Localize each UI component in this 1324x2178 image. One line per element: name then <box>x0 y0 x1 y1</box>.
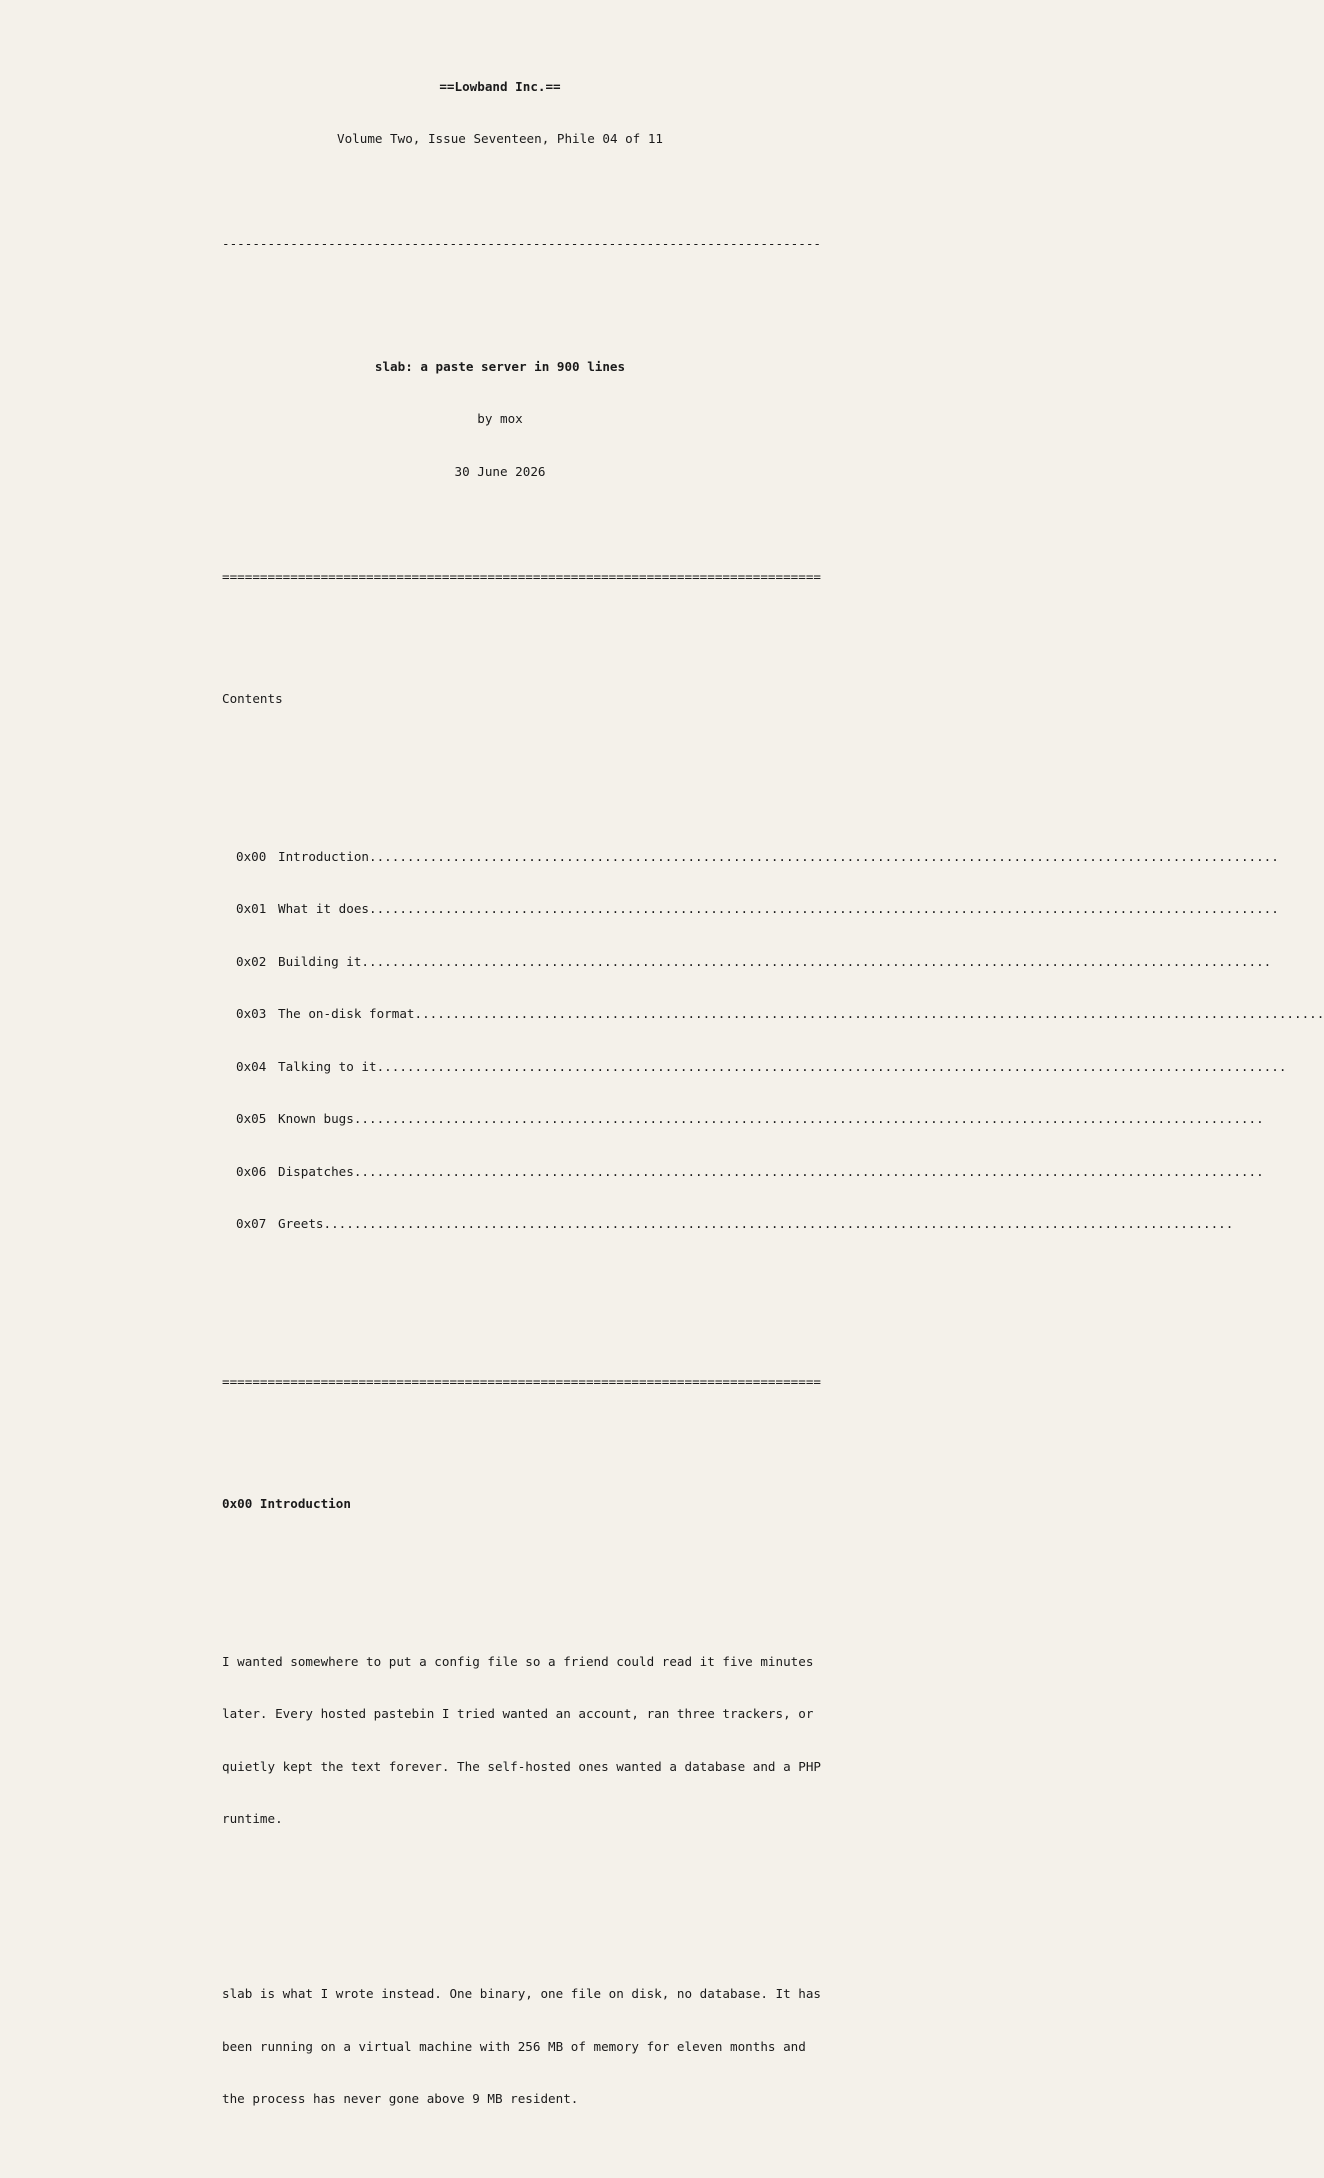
toc-item[interactable] <box>222 900 1279 918</box>
toc-item-title: Dispatches <box>278 1163 354 1179</box>
toc-item-title: Introduction <box>278 848 369 864</box>
toc-item[interactable] <box>222 1163 1264 1181</box>
spacer <box>222 743 782 761</box>
spacer <box>222 183 782 201</box>
paragraph-line: quietly kept the text forever. The self-hosted ones wanted a database and a PHP <box>222 1758 821 1774</box>
toc-leader-dots: ........................................................................................................................ <box>323 1216 1234 1231</box>
toc-item-number: 0x06 <box>236 1163 267 1179</box>
contents-heading: Contents <box>222 691 283 706</box>
toc-item-number: 0x00 <box>236 848 267 864</box>
section-heading: 0x00 Introduction <box>222 1496 351 1511</box>
spacer <box>222 288 782 306</box>
toc-item-title: Building it <box>278 953 362 969</box>
toc-leader-dots: ........................................................................................................................ <box>376 1058 1287 1074</box>
paragraph-line: slab is what I wrote instead. One binary, one file on disk, no database. It has <box>222 1986 821 2001</box>
toc-leader-dots: ........................................................................................................................ <box>369 848 1279 864</box>
paragraph <box>222 1950 821 2143</box>
toc-item-title: The on-disk format <box>278 1006 415 1021</box>
equals-rule: =============================================================================== <box>222 568 821 584</box>
spacer <box>222 515 782 533</box>
spacer <box>222 620 782 638</box>
toc-item-number: 0x02 <box>236 953 267 969</box>
zine-name: ==Lowband Inc.== <box>439 78 561 94</box>
article-date: 30 June 2026 <box>454 463 546 479</box>
spacer <box>222 1320 782 1338</box>
toc-item-number: 0x05 <box>236 1111 267 1126</box>
toc-item[interactable] <box>222 848 1279 866</box>
toc-leader-dots: ........................................................................................................................ <box>361 953 1272 969</box>
toc-item-number: 0x04 <box>236 1058 267 1074</box>
spacer <box>222 1425 782 1443</box>
table-of-contents <box>222 813 1324 1268</box>
paragraph-line: later. Every hosted pastebin I tried wanted an account, ran three trackers, or <box>222 1706 814 1721</box>
toc-item-number: 0x01 <box>236 901 267 916</box>
dash-rule: ------------------------------------------------------------------------------- <box>222 236 821 251</box>
toc-item[interactable] <box>222 953 1272 971</box>
toc-item-title: Known bugs <box>278 1111 354 1126</box>
toc-item[interactable] <box>222 1058 1287 1076</box>
toc-leader-dots: ........................................................................................................................ <box>353 1111 1264 1126</box>
toc-leader-dots: ........................................................................................................................ <box>414 1006 1324 1021</box>
article-byline: by mox <box>477 411 523 426</box>
paragraph-line: runtime. <box>222 1811 283 1826</box>
toc-item-number: 0x03 <box>236 1006 267 1021</box>
paragraph-line: I wanted somewhere to put a config file so a friend could read it five minutes <box>222 1653 814 1669</box>
toc-leader-dots: ........................................................................................................................ <box>369 901 1279 916</box>
toc-item-title: Talking to it <box>278 1058 377 1074</box>
paragraph-line: been running on a virtual machine with 256 MB of memory for eleven months and <box>222 2038 806 2054</box>
spacer <box>222 1898 782 1916</box>
toc-item[interactable] <box>222 1005 1324 1023</box>
toc-item-title: Greets <box>278 1216 324 1231</box>
toc-item[interactable] <box>222 1215 1234 1233</box>
toc-leader-dots: ........................................................................................................................ <box>353 1163 1264 1179</box>
toc-item-title: What it does <box>278 901 369 916</box>
toc-item[interactable] <box>222 1110 1264 1128</box>
phile-document <box>222 25 1324 2178</box>
article-title: slab: a paste server in 900 lines <box>374 358 626 374</box>
issue-line: Volume Two, Issue Seventeen, Phile 04 of 11 <box>336 131 664 146</box>
paragraph-line: the process has never gone above 9 MB resident. <box>222 2091 579 2106</box>
toc-item-number: 0x07 <box>236 1216 267 1231</box>
equals-rule: =============================================================================== <box>222 1373 821 1389</box>
spacer <box>222 1548 782 1566</box>
paragraph <box>222 1618 821 1863</box>
